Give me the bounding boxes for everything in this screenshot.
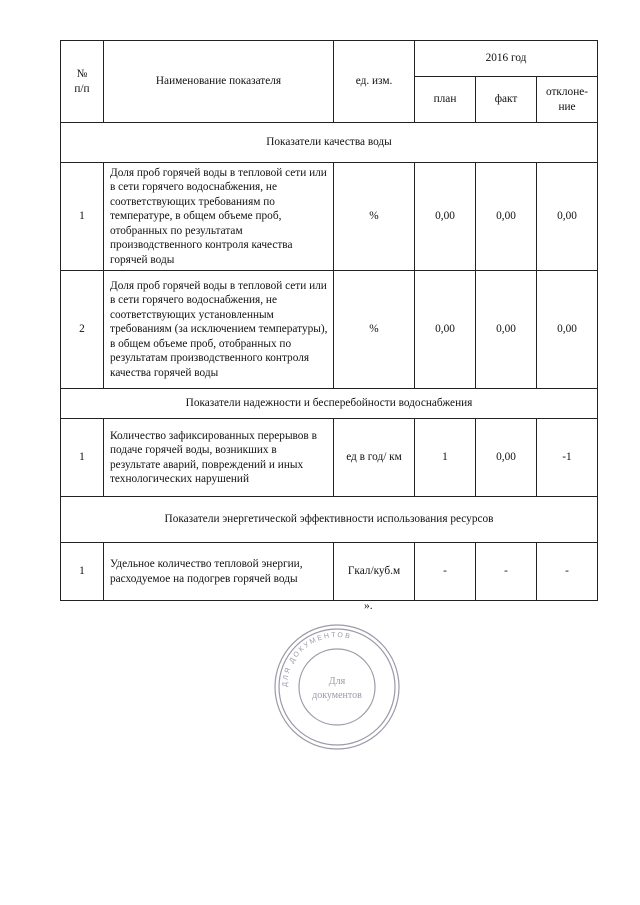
table-row	[61, 543, 598, 601]
row-unit: Гкал/куб.м	[334, 543, 415, 601]
stamp-outer-ring	[275, 625, 399, 749]
indicators-table	[60, 40, 598, 601]
row-indicator-name: Количество зафиксированных перерывов в подаче горячей воды, возникших в результате аварий, повреждений и иных технологических нарушений	[104, 419, 334, 497]
row-deviation: 0,00	[537, 271, 598, 389]
row-number: 1	[61, 543, 104, 601]
row-indicator-name: Удельное количество тепловой энергии, расходуемое на подогрев горячей воды	[104, 543, 334, 601]
stamp-inner-ring	[299, 649, 375, 725]
stamp-ring-text: ДЛЯ ДОКУМЕНТОВ	[281, 631, 353, 688]
row-fact: 0,00	[476, 419, 537, 497]
table-row	[61, 271, 598, 389]
header-plan: план	[415, 77, 476, 123]
row-deviation: -	[537, 543, 598, 601]
official-stamp	[272, 622, 402, 752]
section-title-reliability: Показатели надежности и бесперебойности водоснабжения	[61, 389, 598, 419]
row-plan: 1	[415, 419, 476, 497]
stamp-center-line1: Для	[328, 676, 346, 687]
row-deviation: -1	[537, 419, 598, 497]
header-fact: факт	[476, 77, 537, 123]
row-number: 1	[61, 419, 104, 497]
row-number: 1	[61, 163, 104, 271]
header-indicator-name: Наименование показателя	[104, 41, 334, 123]
stamp-center-line2: документов	[312, 690, 362, 701]
row-deviation: 0,00	[537, 163, 598, 271]
row-unit: %	[334, 163, 415, 271]
header-number: № п/п	[61, 41, 104, 123]
header-deviation: отклоне- ние	[537, 77, 598, 123]
row-indicator-name: Доля проб горячей воды в тепловой сети или в сети горячего водоснабжения, не соответствующих установленным требованиям (за исключением температуры), в общем объеме проб, отобранных по результатам производственного контроля качества горячей воды	[104, 271, 334, 389]
header-unit: ед. изм.	[334, 41, 415, 123]
row-plan: -	[415, 543, 476, 601]
stamp-middle-ring	[279, 629, 395, 745]
row-fact: 0,00	[476, 271, 537, 389]
closing-quote: ».	[364, 600, 373, 612]
header-year: 2016 год	[415, 41, 598, 77]
row-unit: ед в год/ км	[334, 419, 415, 497]
row-indicator-name: Доля проб горячей воды в тепловой сети или в сети горячего водоснабжения, не соответствующих требованиям по температуре, в общем объеме проб, отобранных по результатам производственного контроля качества горячей воды	[104, 163, 334, 271]
row-fact: 0,00	[476, 163, 537, 271]
row-plan: 0,00	[415, 271, 476, 389]
row-unit: %	[334, 271, 415, 389]
table-row	[61, 419, 598, 497]
row-plan: 0,00	[415, 163, 476, 271]
row-number: 2	[61, 271, 104, 389]
table-row	[61, 163, 598, 271]
section-title-water-quality: Показатели качества воды	[61, 123, 598, 163]
section-title-energy-efficiency: Показатели энергетической эффективности использования ресурсов	[61, 497, 598, 543]
row-fact: -	[476, 543, 537, 601]
